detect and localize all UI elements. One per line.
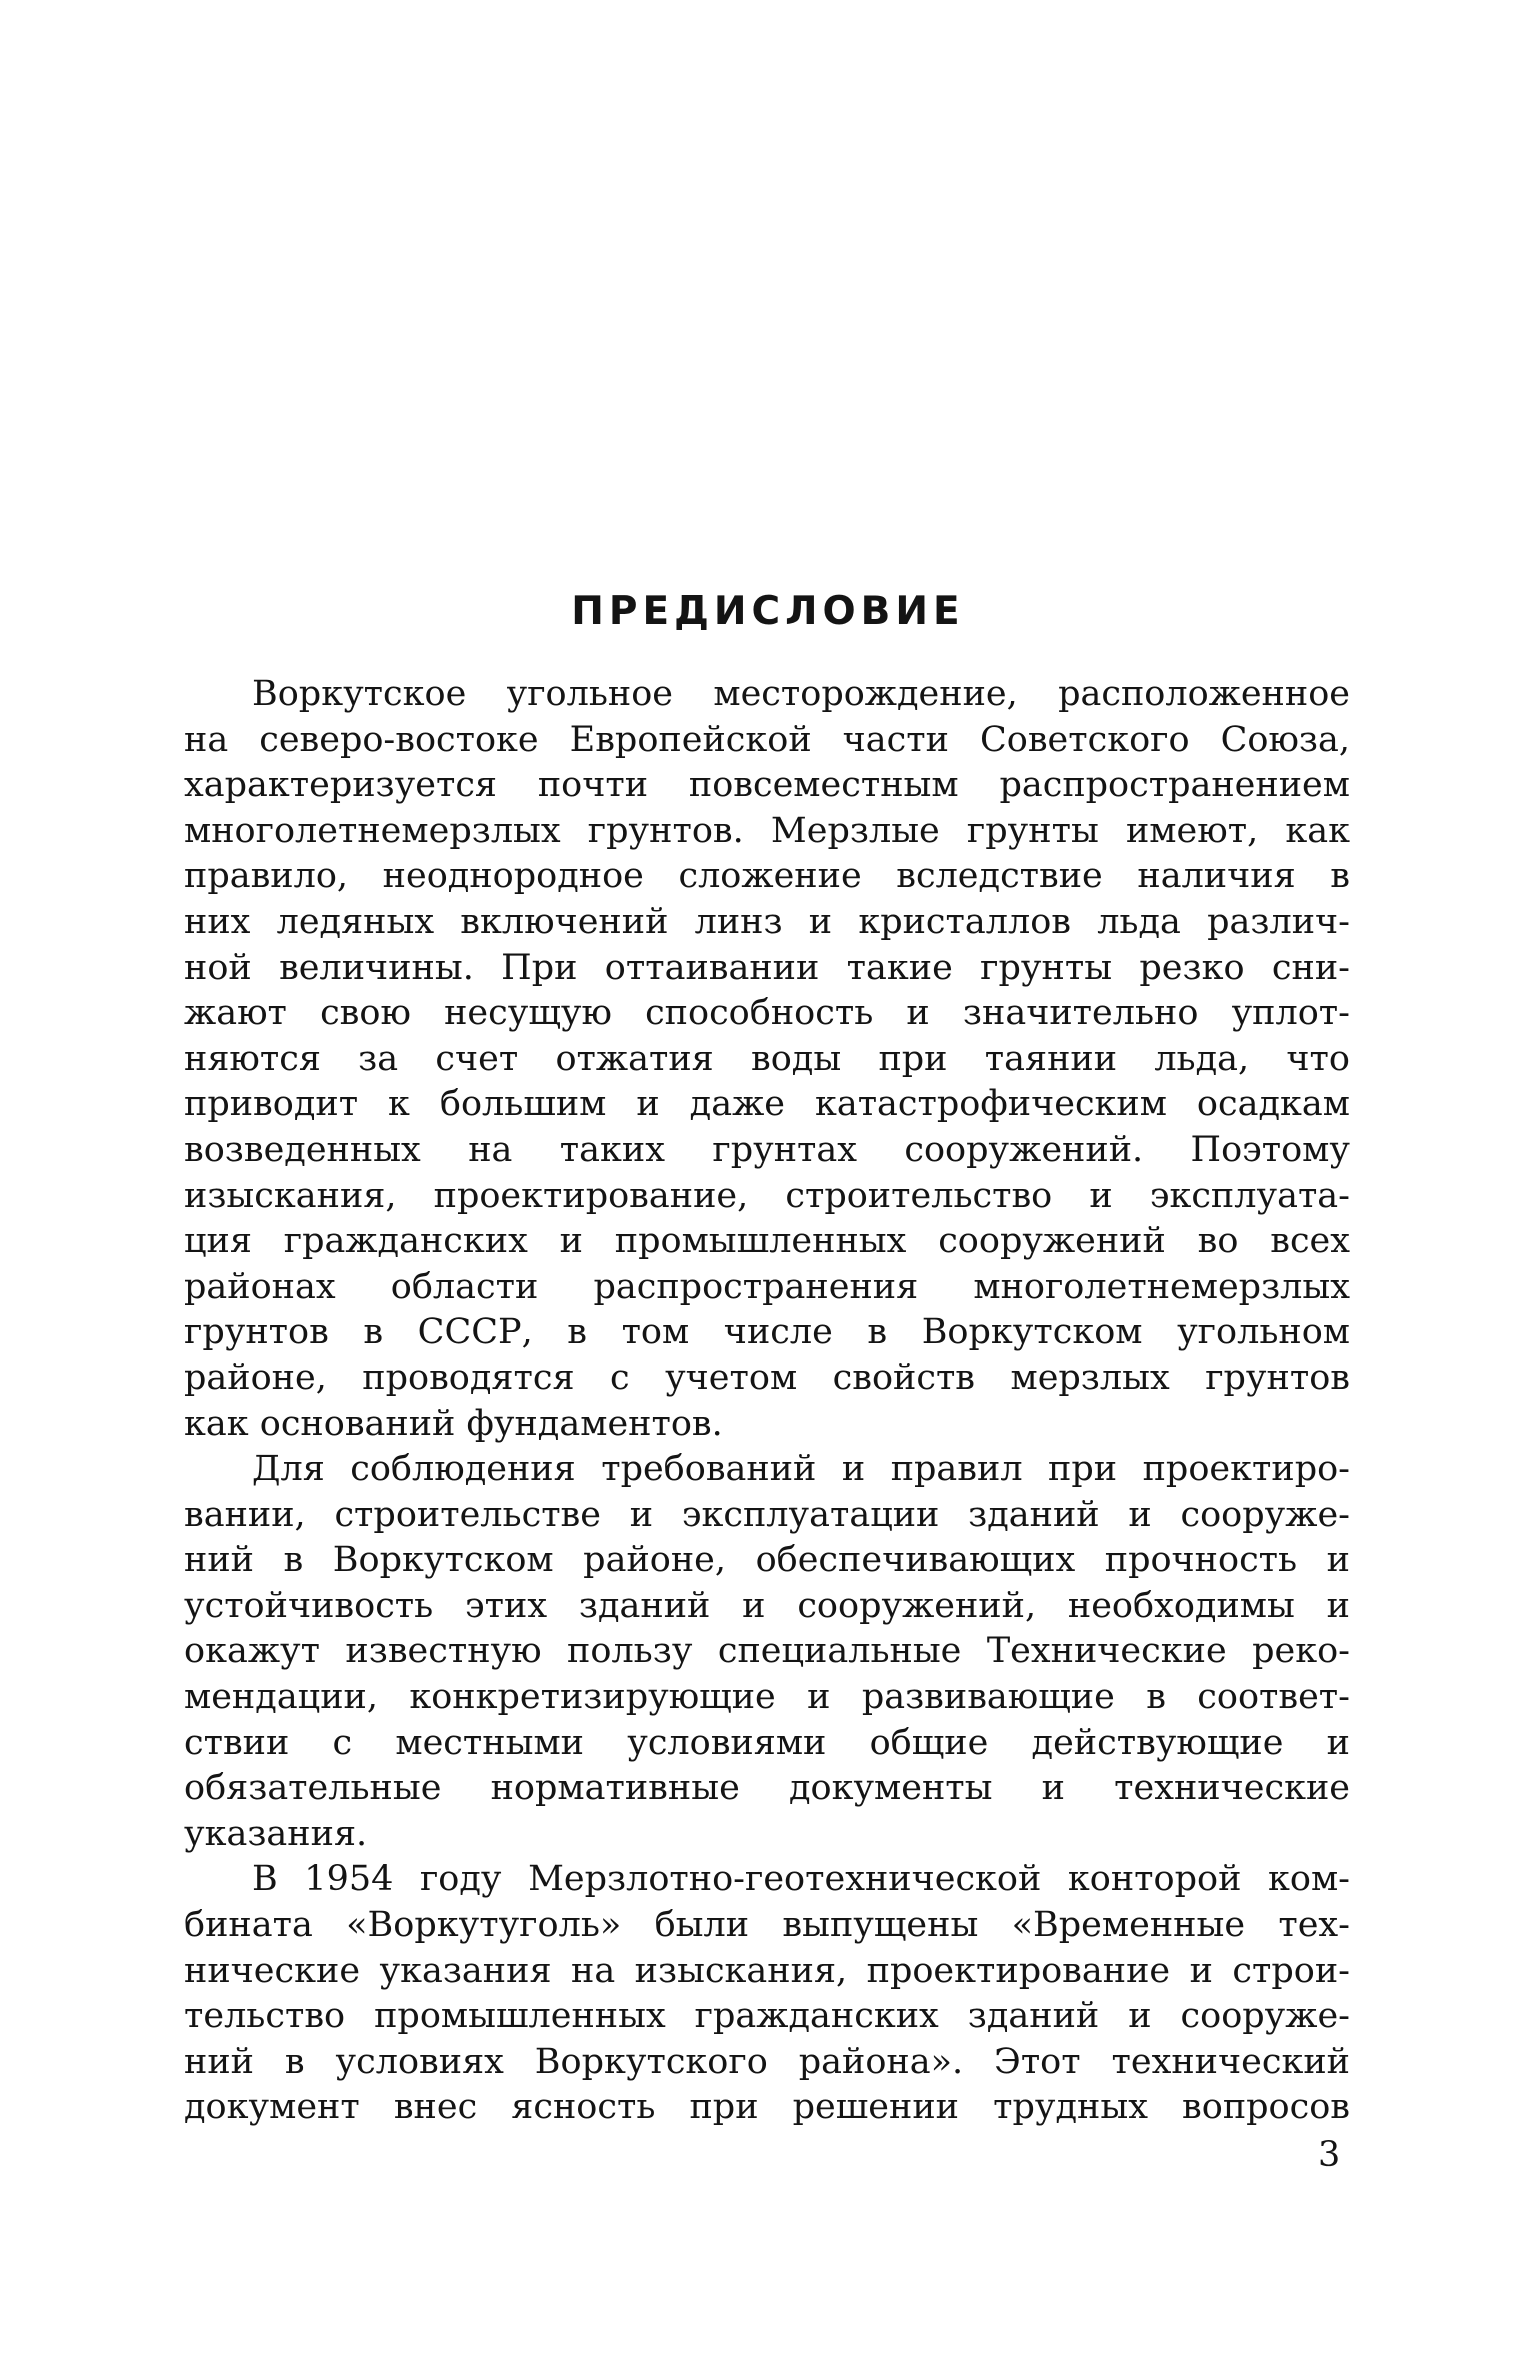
text-line: жают свою несущую способность и значительно уплот-: [184, 993, 1350, 1034]
body-text: [184, 672, 1350, 2131]
text-line: бината «Воркутуголь» были выпущены «Временные тех-: [184, 1905, 1350, 1946]
text-line: вании, строительстве и эксплуатации зданий и сооруже-: [184, 1494, 1350, 1535]
text-line: правило, неоднородное сложение вследствие наличия в: [184, 856, 1350, 897]
text-line: как оснований фундаментов.: [184, 1403, 723, 1444]
text-line: ной величины. При оттаивании такие грунты резко сни-: [184, 947, 1350, 988]
text-line: ний в Воркутском районе, обеспечивающих прочность и: [184, 1540, 1350, 1581]
text-line: окажут известную пользу специальные Технические реко-: [184, 1631, 1350, 1672]
text-line: ция гражданских и промышленных сооружений во всех: [184, 1221, 1350, 1262]
text-line: изыскания, проектирование, строительство и эксплуата-: [184, 1175, 1350, 1216]
text-line: на северо-востоке Европейской части Советского Союза,: [184, 719, 1350, 760]
text-line: Воркутское угольное месторождение, расположенное: [252, 674, 1350, 714]
text-line: районах области распространения многолетнемерзлых: [184, 1266, 1350, 1307]
page-number: 3: [1318, 2135, 1341, 2175]
paragraph-2: [184, 1447, 1350, 1857]
text-line: тельство промышленных гражданских зданий и сооруже-: [184, 1996, 1350, 2037]
text-line: указания.: [184, 1813, 368, 1854]
text-line: обязательные нормативные документы и технические: [184, 1768, 1350, 1809]
text-line: районе, проводятся с учетом свойств мерзлых грунтов: [184, 1357, 1350, 1398]
text-line: ствии с местными условиями общие действующие и: [184, 1722, 1350, 1763]
paragraph-1: [184, 672, 1350, 1447]
text-line: документ внес ясность при решении трудных вопросов: [184, 2087, 1350, 2128]
page-heading: ПРЕДИСЛОВИЕ: [571, 589, 965, 634]
text-line: В 1954 году Мерзлотно-геотехнической конторой ком-: [252, 1859, 1350, 1900]
text-line: няются за счет отжатия воды при таянии льда, что: [184, 1038, 1350, 1079]
text-line: приводит к большим и даже катастрофическим осадкам: [184, 1084, 1350, 1125]
text-line: характеризуется почти повсеместным распространением: [184, 765, 1350, 806]
text-line: грунтов в СССР, в том числе в Воркутском угольном: [184, 1312, 1350, 1353]
text-line: них ледяных включений линз и кристаллов льда различ-: [184, 901, 1350, 942]
text-line: многолетнемерзлых грунтов. Мерзлые грунты имеют, как: [184, 810, 1350, 851]
text-line: устойчивость этих зданий и сооружений, необходимы и: [184, 1585, 1350, 1626]
text-line: Для соблюдения требований и правил при проектиро-: [252, 1449, 1350, 1490]
text-line: ний в условиях Воркутского района». Этот технический: [184, 2041, 1350, 2082]
text-line: возведенных на таких грунтах сооружений. Поэтому: [184, 1129, 1350, 1170]
text-line: нические указания на изыскания, проектирование и строи-: [184, 1950, 1350, 1991]
paragraph-3: [184, 1857, 1350, 2131]
text-line: мендации, конкретизирующие и развивающие в соответ-: [184, 1677, 1350, 1718]
